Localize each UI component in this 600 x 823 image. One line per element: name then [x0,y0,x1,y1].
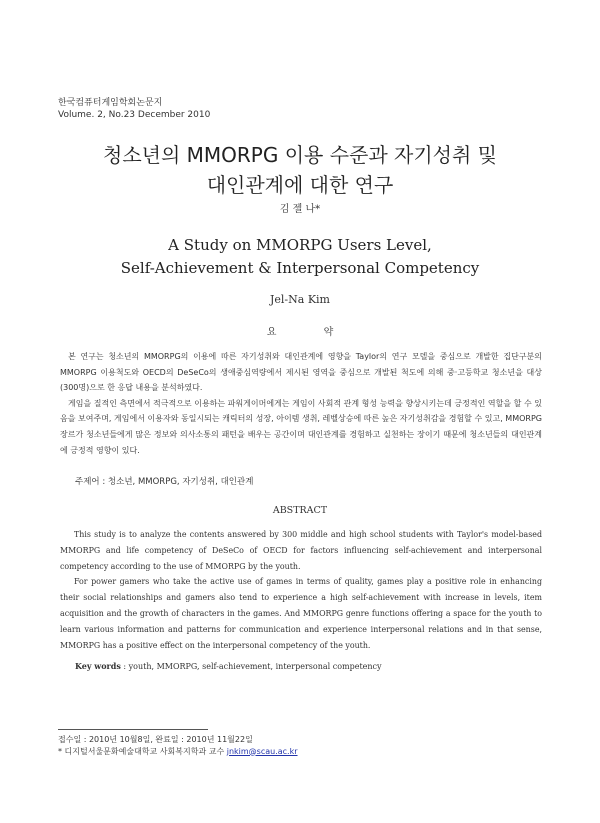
author-korean: 김 젤 나* [279,204,321,215]
paper-title-korean [40,140,560,200]
english-abstract-paragraph: This study is to analyze the contents answered by 300 middle and high school students with Taylor's model-based MMORPG and life competency of DeSeCo of OECD for factors influencing self-achievement and interpersonal competency according to the use of MMORPG by the youth. [60,530,542,571]
title-en-line-2: Self-Achievement & Interpersonal Competency [120,259,480,277]
korean-abstract-paragraph: 본 연구는 청소년의 MMORPG의 이용에 따른 자기성취와 대인관계에 영향을 Taylor의 연구 모델을 중심으로 개발한 집단구분의 MMORPG 이용척도와 OECD의 DeSeCo의 생애중심역량에서 제시된 영역을 중심으로 개발된 척도에 의해 중·고등학교 청소년을 대상(300명)으로 한 응답 내용을 분석하였다. [60,352,542,393]
journal-name: 한국컴퓨터게임학회논문지 [58,98,163,108]
korean-abstract-heading: 요 약 [266,327,356,338]
english-keywords-list: : youth, MMORPG, self-achievement, interpersonal competency [120,662,382,671]
korean-abstract-paragraph: 게임을 질적인 측면에서 적극적으로 이용하는 파워게이머에게는 게임이 사회적 관계 형성 능력을 향상시키는데 긍정적인 역할을 할 수 있음을 보여주며, 게임에서 이용자와 동일시되는 캐릭터의 성장, 아이템 생취, 레벨상승에 따른 높은 자기성취감을 경험할 수 있고, MMORPG 장르가 청소년들에게 많은 정보와 의사소통의 패턴을 배우는 공간이며 대인관계를 경험하고 실천하는 장이기 때문에 청소년들의 대인관계에 긍정적 영향이 있다. [60,398,542,455]
footnote [58,734,298,757]
author-english: Jel-Na Kim [269,293,330,306]
title-ko-line-2: 대인관계에 대한 연구 [206,173,394,197]
footnote-divider [58,729,208,730]
korean-abstract-body [60,349,542,458]
english-keywords [75,661,382,671]
footnote-dates: 접수일 : 2010년 10월8일, 완료일 : 2010년 11월22일 [58,735,253,744]
footnote-affiliation: * 디지털서울문화예술대학교 사회복지학과 교수 [58,746,227,756]
footnote-affiliation-line [58,746,298,758]
english-abstract-body [60,527,542,653]
title-en-line-1: A Study on MMORPG Users Level, [168,236,432,254]
english-abstract-paragraph: For power gamers who take the active use of games in terms of quality, games play a positive role in enhancing their social relationships and gamers also tend to experience a high self-achievement with increase in levels, item acquisition and the growth of characters in the games. And MMORPG genre functions offering a space for the youth to learn various information and patterns for communication and experience interpersonal relations and in that sense, MMORPG has a positive effect on the interpersonal competency of the youth. [60,577,542,650]
korean-keywords: 주제어 : 청소년, MMORPG, 자기성취, 대인관계 [75,477,254,487]
author-email-link[interactable]: jnkim@scau.ac.kr [226,746,298,756]
english-abstract-heading: ABSTRACT [272,505,328,516]
journal-header [58,97,210,121]
title-ko-line-1: 청소년의 MMORPG 이용 수준과 자기성취 및 [103,143,497,167]
english-keywords-label: Key words [75,661,121,671]
paper-title-english [40,234,560,280]
journal-volume: Volume. 2, No.23 December 2010 [58,110,211,120]
